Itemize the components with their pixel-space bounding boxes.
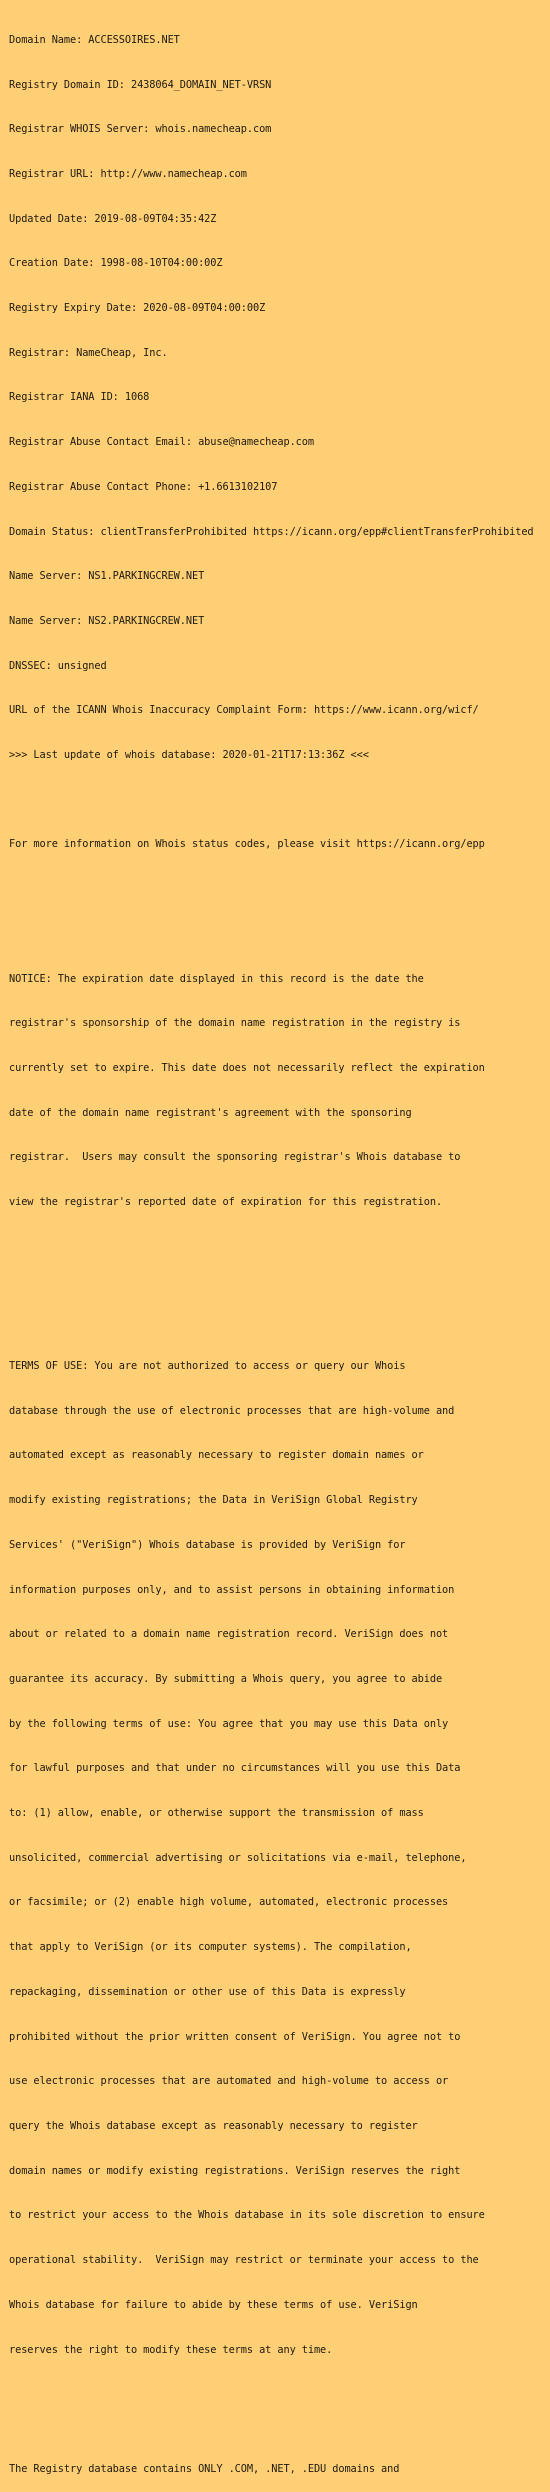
terms-line: domain names or modify existing registrations. VeriSign reserves the right <box>9 2164 461 2177</box>
blank-line <box>9 793 541 808</box>
terms-line: repackaging, dissemination or other use of this Data is expressly <box>9 1985 406 1998</box>
terms-line: automated except as reasonably necessary to register domain names or <box>9 1449 424 1462</box>
terms-line: reserves the right to modify these terms at any time. <box>9 2343 333 2356</box>
registrar-url-line: Registrar URL: http://www.namecheap.com <box>9 167 247 180</box>
blank-line <box>9 1270 541 1285</box>
blank-line <box>9 2417 541 2432</box>
terms-of-use-paragraph <box>9 1329 541 2387</box>
name-server-line: Name Server: NS1.PARKINGCREW.NET <box>9 570 205 583</box>
status-info-line: For more information on Whois status codes, please visit https://icann.org/epp <box>9 838 485 851</box>
terms-line: modify existing registrations; the Data in VeriSign Global Registry <box>9 1494 418 1507</box>
terms-line: by the following terms of use: You agree that you may use this Data only <box>9 1717 449 1730</box>
terms-line: unsolicited, commercial advertising or solicitations via e-mail, telephone, <box>9 1851 467 1864</box>
notice-line: view the registrar's reported date of expiration for this registration. <box>9 1196 443 1209</box>
terms-line: to restrict your access to the Whois database in its sole discretion to ensure <box>9 2209 485 2222</box>
terms-line: for lawful purposes and that under no circumstances will you use this Data <box>9 1762 461 1775</box>
registrar-iana-id-line: Registrar IANA ID: 1068 <box>9 391 150 404</box>
notice-line: registrar's sponsorship of the domain name registration in the registry is <box>9 1017 461 1030</box>
terms-line: TERMS OF USE: You are not authorized to access or query our Whois <box>9 1360 406 1373</box>
registrar-line: Registrar: NameCheap, Inc. <box>9 346 168 359</box>
dnssec-line: DNSSEC: unsigned <box>9 659 107 672</box>
terms-line: operational stability. VeriSign may restrict or terminate your access to the <box>9 2254 479 2267</box>
notice-paragraph <box>9 942 541 1240</box>
terms-line: database through the use of electronic processes that are high-volume and <box>9 1404 455 1417</box>
abuse-phone-line: Registrar Abuse Contact Phone: +1.6613102107 <box>9 480 278 493</box>
registry-note-line: The Registry database contains ONLY .COM, .NET, .EDU domains and <box>9 2462 400 2475</box>
terms-line: or facsimile; or (2) enable high volume, automated, electronic processes <box>9 1896 449 1909</box>
creation-date-line: Creation Date: 1998-08-10T04:00:00Z <box>9 257 223 270</box>
terms-line: use electronic processes that are automated and high-volume to access or <box>9 2075 449 2088</box>
registry-domain-id-line: Registry Domain ID: 2438064_DOMAIN_NET-VRSN <box>9 78 272 91</box>
icann-complaint-url-line: URL of the ICANN Whois Inaccuracy Complaint Form: https://www.icann.org/wicf/ <box>9 704 479 717</box>
notice-line: date of the domain name registrant's agreement with the sponsoring <box>9 1106 412 1119</box>
abuse-email-line: Registrar Abuse Contact Email: abuse@namecheap.com <box>9 436 314 449</box>
terms-line: Whois database for failure to abide by these terms of use. VeriSign <box>9 2298 418 2311</box>
registrar-whois-server-line: Registrar WHOIS Server: whois.namecheap.com <box>9 123 272 136</box>
notice-line: NOTICE: The expiration date displayed in this record is the date the <box>9 972 424 985</box>
terms-line: that apply to VeriSign (or its computer systems). The compilation, <box>9 1941 412 1954</box>
terms-line: prohibited without the prior written consent of VeriSign. You agree not to <box>9 2030 461 2043</box>
registry-expiry-date-line: Registry Expiry Date: 2020-08-09T04:00:00Z <box>9 302 266 315</box>
terms-line: to: (1) allow, enable, or otherwise support the transmission of mass <box>9 1807 424 1820</box>
updated-date-line: Updated Date: 2019-08-09T04:35:42Z <box>9 212 217 225</box>
domain-status-line: Domain Status: clientTransferProhibited https://icann.org/epp#clientTransferProhibited <box>9 525 534 538</box>
terms-line: information purposes only, and to assist persons in obtaining information <box>9 1583 455 1596</box>
terms-line: query the Whois database except as reasonably necessary to register <box>9 2120 418 2132</box>
notice-line: currently set to expire. This date does not necessarily reflect the expiration <box>9 1062 485 1074</box>
terms-line: guarantee its accuracy. By submitting a Whois query, you agree to abide <box>9 1672 443 1685</box>
notice-line: registrar. Users may consult the sponsoring registrar's Whois database to <box>9 1151 461 1164</box>
name-server-line: Name Server: NS2.PARKINGCREW.NET <box>9 614 205 627</box>
blank-line <box>9 882 541 897</box>
terms-line: about or related to a domain name registration record. VeriSign does not <box>9 1628 449 1641</box>
domain-name-line: Domain Name: ACCESSOIRES.NET <box>9 33 180 46</box>
last-update-line: >>> Last update of whois database: 2020-01-21T17:13:36Z <<< <box>9 749 369 762</box>
terms-line: Services' ("VeriSign") Whois database is provided by VeriSign for <box>9 1538 406 1551</box>
